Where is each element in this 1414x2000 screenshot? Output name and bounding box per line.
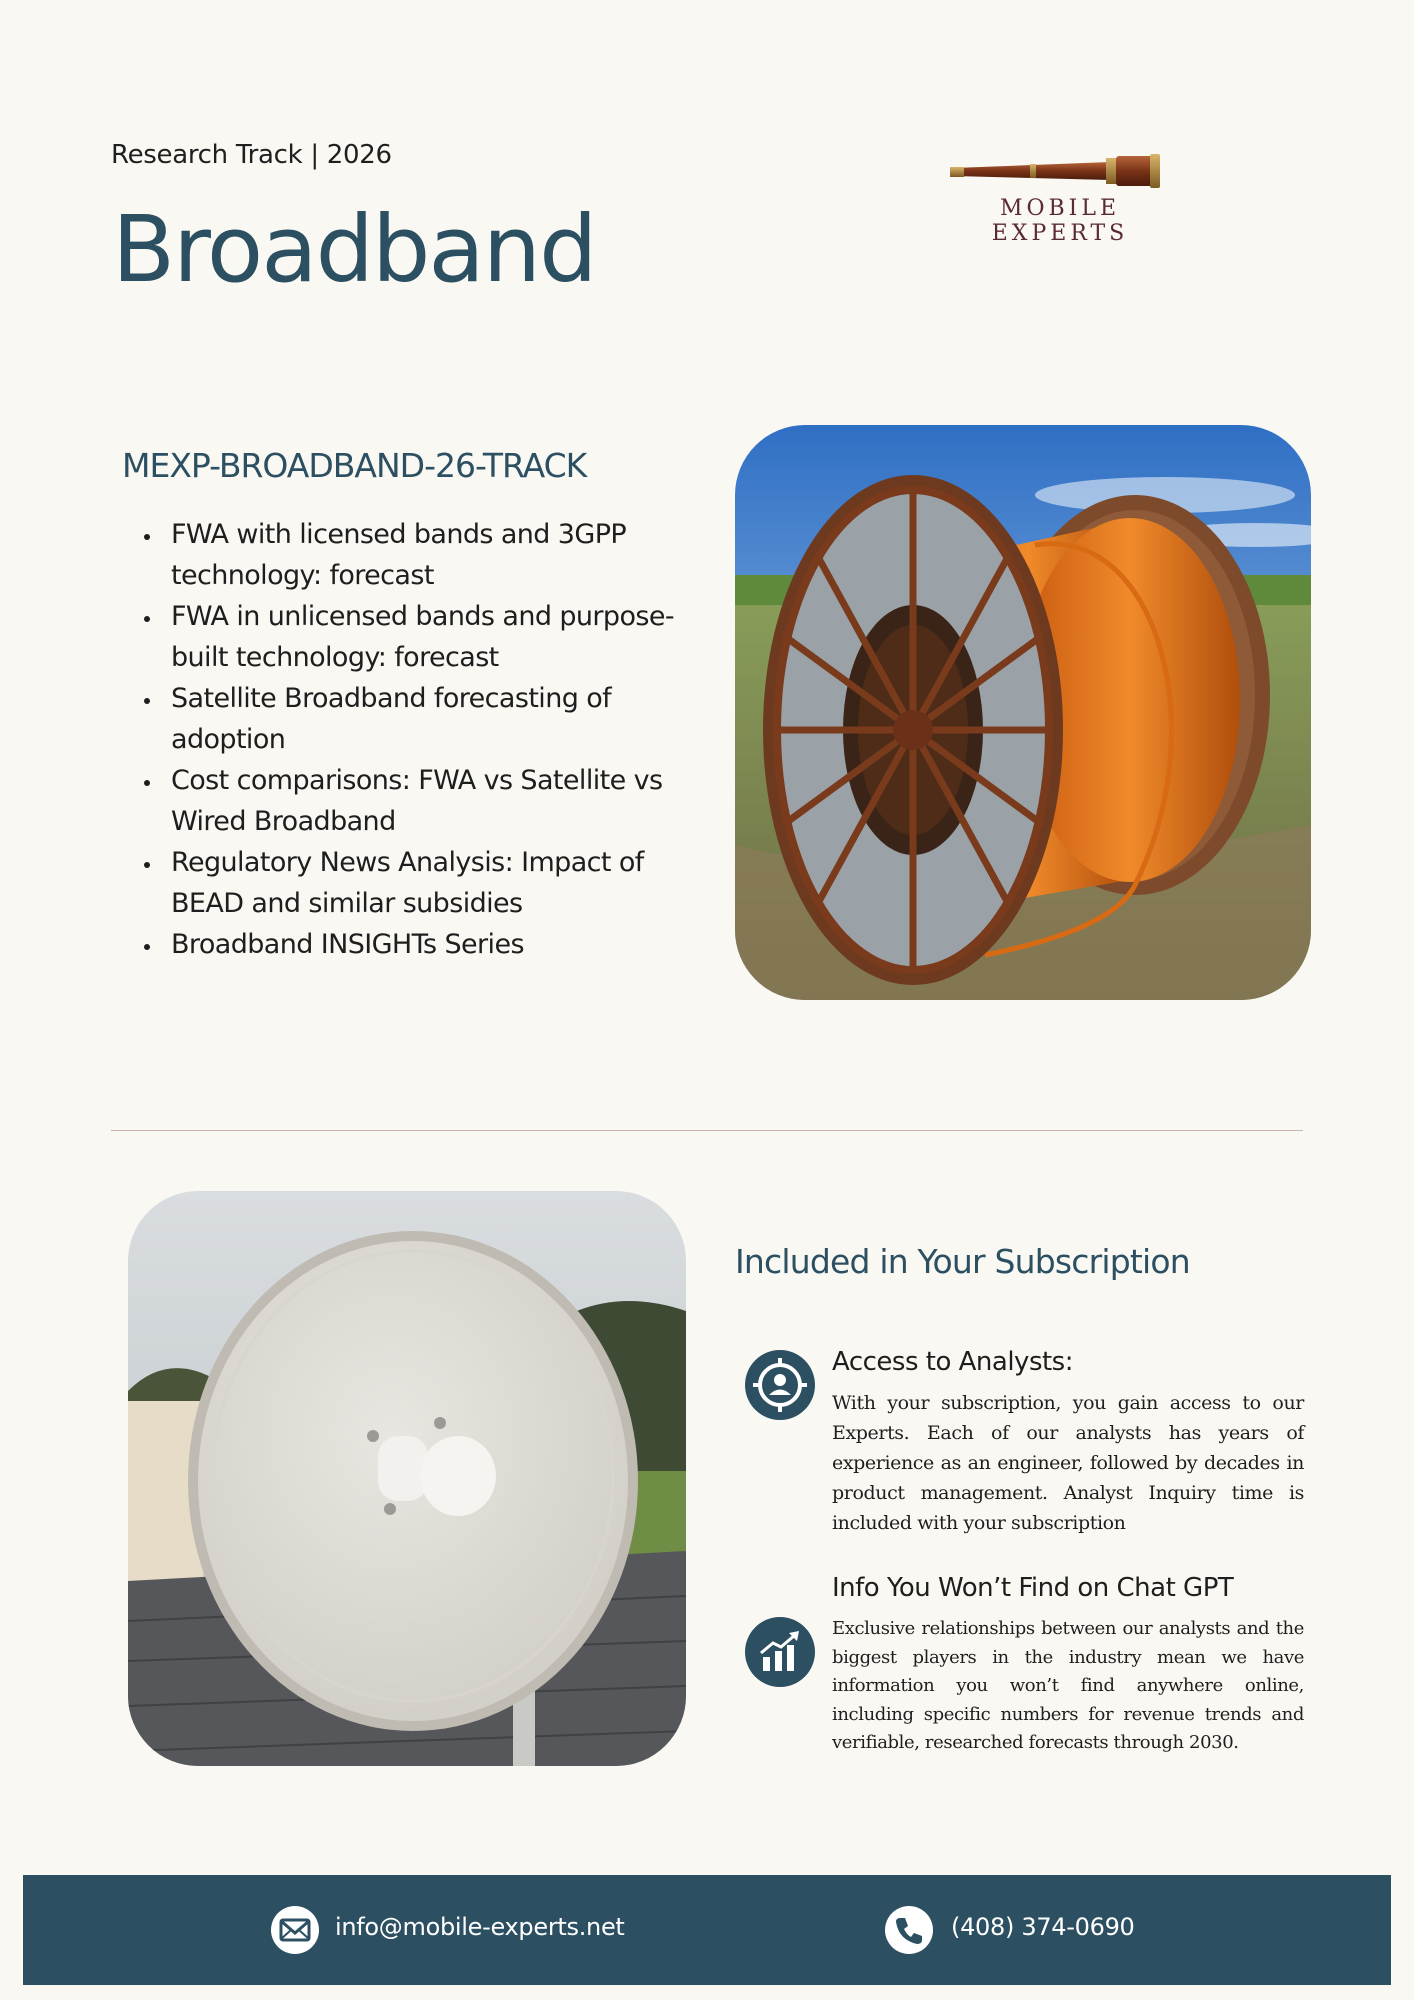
list-item: • FWA with licensed bands and 3GPP technology: forecast	[163, 514, 683, 596]
logo-text: MOBILE EXPERTS	[991, 196, 1129, 246]
subscription-heading: Included in Your Subscription	[735, 1242, 1190, 1281]
dish-antenna-photo	[128, 1191, 686, 1766]
list-item: • Cost comparisons: FWA vs Satellite vs Wired Broadband	[163, 760, 683, 842]
feature-title-info: Info You Won’t Find on Chat GPT	[832, 1573, 1234, 1603]
track-code: MEXP-BROADBAND-26-TRACK	[122, 446, 587, 485]
phone-link[interactable]: (408) 374-0690	[951, 1913, 1135, 1941]
list-item: • Regulatory News Analysis: Impact of BEAD and similar subsidies	[163, 842, 683, 924]
page-title: Broadband	[112, 196, 596, 303]
chart-icon	[745, 1617, 815, 1687]
list-item: • Satellite Broadband forecasting of adoption	[163, 678, 683, 760]
track-bullet-list	[130, 514, 683, 965]
list-item: • Broadband INSIGHTs Series	[163, 924, 683, 965]
feature-body-info: Exclusive relationships between our analysts and the biggest players in the industry mean we have information you won’t find anywhere online, including specific numbers for revenue trends and verifiable, researched forecasts through 2030.	[832, 1618, 1304, 1753]
eyebrow: Research Track | 2026	[111, 140, 392, 170]
feature-body-analysts: With your subscription, you gain access to our Experts. Each of our analysts has years of experience as an engineer, followed by decades in product management. Analyst Inquiry time is included with your subscription	[832, 1392, 1304, 1534]
email-icon	[271, 1906, 319, 1954]
section-divider	[111, 1130, 1303, 1131]
telescope-icon	[930, 148, 1190, 198]
feature-title-analysts: Access to Analysts:	[832, 1347, 1073, 1377]
list-item: • FWA in unlicensed bands and purpose-built technology: forecast	[163, 596, 683, 678]
footer	[23, 1875, 1391, 1985]
logo	[930, 148, 1190, 246]
analyst-icon	[745, 1350, 815, 1420]
cable-reel-photo	[735, 425, 1311, 1000]
email-link[interactable]: info@mobile-experts.net	[335, 1913, 625, 1941]
phone-icon	[885, 1906, 933, 1954]
